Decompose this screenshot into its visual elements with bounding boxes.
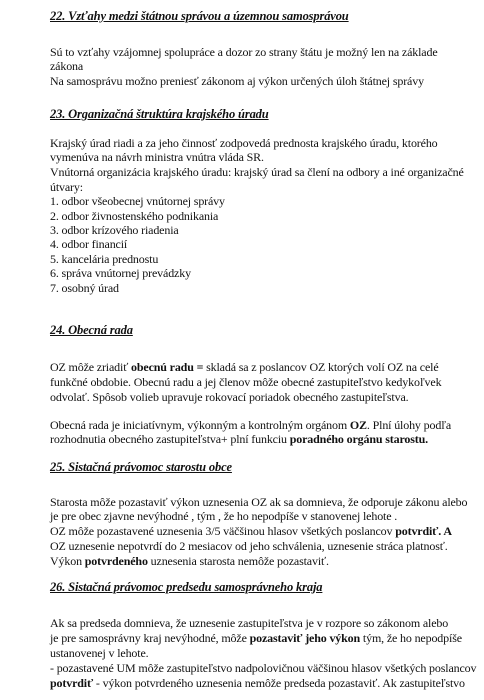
text-line: Starosta môže pozastaviť výkon uznesenia OZ ak sa domnieva, že odporuje zákonu alebo (50, 495, 468, 509)
text-line: vymenúva na návrh ministra vnútra vláda SR. (50, 150, 264, 164)
list-item: 4. odbor financií (50, 237, 128, 251)
list-item: 3. odbor krízového riadenia (50, 223, 179, 237)
text-line: Výkon potvrdeného uznesenia starosta nemôže pozastaviť. (50, 554, 329, 568)
list-item: 2. odbor živnostenského podnikania (50, 209, 219, 223)
text-line: Ak sa predseda domnieva, že uznesenie zastupiteľstva je v rozpore so zákonom alebo (50, 616, 449, 630)
text-line: potvrdiť - výkon potvrdeného uznesenia nemôže predseda pozastaviť. Ak zastupiteľstvo (50, 676, 465, 690)
text-line: Sú to vzťahy vzájomnej spolupráce a dozor zo strany štátu je možný len na základe (50, 45, 438, 59)
text-line: OZ môže zriadiť obecnú radu = skladá sa z poslancov OZ ktorých volí OZ na celé (50, 360, 439, 374)
text-line: útvary: (50, 180, 83, 194)
list-item: 1. odbor všeobecnej vnútornej správy (50, 194, 225, 208)
list-item: 6. správa vnútornej prevádzky (50, 266, 191, 280)
section-heading-26: 26. Sistačná právomoc predsedu samosprávneho kraja (50, 580, 323, 594)
text-line: odvolať. Spôsob volieb upravuje rokovací poriadok obecného zastupiteľstva. (50, 390, 409, 404)
text-line: - pozastavené UM môže zastupiteľstvo nadpolovičnou väčšinou hlasov všetkých poslancov (50, 661, 477, 675)
section-heading-23: 23. Organizačná štruktúra krajského úradu (50, 107, 269, 121)
text-line: funkčné obdobie. Obecnú radu a jej členov môže obecné zastupiteľstvo kedykoľvek (50, 375, 442, 389)
text-line: Vnútorná organizácia krajského úradu: krajský úrad sa člení na odbory a iné organizačné (50, 165, 464, 179)
list-item: 5. kancelária prednostu (50, 252, 159, 266)
text-line: OZ môže pozastavené uznesenia 3/5 väčšinou hlasov všetkých poslancov potvrdiť. A (50, 524, 452, 538)
section-heading-24: 24. Obecná rada (50, 323, 133, 337)
text-line: Krajský úrad riadi a za jeho činnosť zodpovedá prednosta krajského úradu, ktorého (50, 136, 438, 150)
text-line: OZ uznesenie nepotvrdí do 2 mesiacov od jeho schválenia, uznesenie stráca platnosť. (50, 539, 448, 553)
text-line: rozhodnutia obecného zastupiteľstva+ plní funkciu poradného orgánu starostu. (50, 432, 428, 446)
section-heading-25: 25. Sistačná právomoc starostu obce (50, 460, 232, 474)
text-line: ustanovenej v lehote. (50, 646, 149, 660)
section-heading-22: 22. Vzťahy medzi štátnou správou a územnou samosprávou (50, 9, 349, 23)
text-line: Obecná rada je iniciatívnym, výkonným a kontrolným orgánom OZ. Plní úlohy podľa (50, 418, 452, 432)
text-line: Na samosprávu možno preniesť zákonom aj výkon určených úloh štátnej správy (50, 74, 424, 88)
list-item: 7. osobný úrad (50, 281, 119, 295)
text-line: zákona (50, 59, 84, 73)
text-line: je pre samosprávny kraj nevýhodné, môže pozastaviť jeho výkon tým, že ho nepodpíše (50, 631, 462, 645)
text-line: je pre obec zjavne nevýhodné , tým , že ho nepodpíše v stanovenej lehote . (50, 509, 398, 523)
